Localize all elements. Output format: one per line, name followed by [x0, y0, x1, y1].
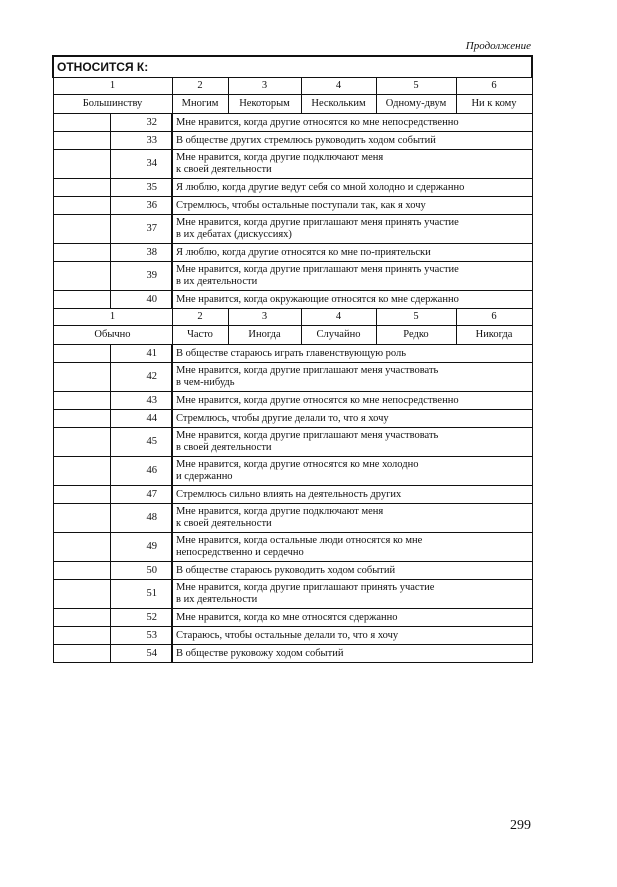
question-row — [53, 244, 532, 262]
question-text: Я люблю, когда другие ведут себя со мной холодно и сдержанно — [172, 179, 532, 197]
question-text: В обществе стараюсь руководить ходом событий — [172, 562, 532, 580]
question-text: В обществе стараюсь играть главенствующую роль — [172, 345, 532, 363]
scale-label: Нескольким — [301, 95, 376, 114]
question-number: 37 — [110, 215, 172, 244]
answer-cell[interactable] — [53, 114, 110, 132]
scale-label: Некоторым — [228, 95, 301, 114]
question-number: 49 — [110, 533, 172, 562]
scale-label: Ни к кому — [456, 95, 532, 114]
question-text: Мне нравится, когда другие относятся ко мне непосредственно — [172, 392, 532, 410]
answer-cell[interactable] — [53, 132, 110, 150]
question-number: 52 — [110, 609, 172, 627]
question-text: Стремлюсь, чтобы остальные поступали так, как я хочу — [172, 197, 532, 215]
answer-cell[interactable] — [53, 345, 110, 363]
question-row — [53, 410, 532, 428]
question-text: Я люблю, когда другие относятся ко мне по-приятельски — [172, 244, 532, 262]
scale-label: Обычно — [53, 326, 172, 345]
question-number: 46 — [110, 457, 172, 486]
question-text: Стараюсь, чтобы остальные делали то, что я хочу — [172, 627, 532, 645]
question-number: 44 — [110, 410, 172, 428]
answer-cell[interactable] — [53, 291, 110, 309]
question-row — [53, 504, 532, 533]
answer-cell[interactable] — [53, 504, 110, 533]
answer-cell[interactable] — [53, 428, 110, 457]
question-text: Мне нравится, когда другие относятся ко мне непосредственно — [172, 114, 532, 132]
answer-cell[interactable] — [53, 580, 110, 609]
page-number: 299 — [510, 818, 531, 833]
question-number: 50 — [110, 562, 172, 580]
question-row — [53, 179, 532, 197]
question-number: 48 — [110, 504, 172, 533]
answer-cell[interactable] — [53, 410, 110, 428]
question-number: 36 — [110, 197, 172, 215]
question-number: 38 — [110, 244, 172, 262]
question-number: 54 — [110, 645, 172, 663]
scale-number: 2 — [172, 309, 228, 326]
question-row — [53, 262, 532, 291]
scale-number: 1 — [53, 78, 172, 95]
scale-number: 6 — [456, 78, 532, 95]
question-row — [53, 486, 532, 504]
question-row — [53, 562, 532, 580]
question-row — [53, 197, 532, 215]
question-text: В обществе руковожу ходом событий — [172, 645, 532, 663]
question-number: 45 — [110, 428, 172, 457]
question-text: Мне нравится, когда окружающие относятся ко мне сдержанно — [172, 291, 532, 309]
question-number: 40 — [110, 291, 172, 309]
scale-label: Редко — [376, 326, 456, 345]
scale-label: Многим — [172, 95, 228, 114]
question-row — [53, 132, 532, 150]
scale-label: Никогда — [456, 326, 532, 345]
question-number: 33 — [110, 132, 172, 150]
question-text: Мне нравится, когда другие подключают меня к своей деятельности — [172, 504, 532, 533]
question-text: Мне нравится, когда остальные люди относятся ко мне непосредственно и сердечно — [172, 533, 532, 562]
answer-cell[interactable] — [53, 150, 110, 179]
scale-number: 1 — [53, 309, 172, 326]
answer-cell[interactable] — [53, 457, 110, 486]
table-title: ОТНОСИТСЯ К: — [53, 56, 532, 78]
answer-cell[interactable] — [53, 562, 110, 580]
scale-label: Одному-двум — [376, 95, 456, 114]
answer-cell[interactable] — [53, 197, 110, 215]
question-number: 32 — [110, 114, 172, 132]
scale-number: 5 — [376, 309, 456, 326]
question-text: Мне нравится, когда ко мне относятся сдержанно — [172, 609, 532, 627]
scale-label: Большинству — [53, 95, 172, 114]
scale-label: Случайно — [301, 326, 376, 345]
answer-cell[interactable] — [53, 262, 110, 291]
question-row — [53, 580, 532, 609]
question-row — [53, 627, 532, 645]
question-row — [53, 428, 532, 457]
question-row — [53, 609, 532, 627]
scale-number: 4 — [301, 78, 376, 95]
question-row — [53, 345, 532, 363]
scale-number: 5 — [376, 78, 456, 95]
question-row — [53, 363, 532, 392]
scale-label: Часто — [172, 326, 228, 345]
scale-number: 2 — [172, 78, 228, 95]
question-text: Мне нравится, когда другие относятся ко мне холодно и сдержанно — [172, 457, 532, 486]
question-row — [53, 215, 532, 244]
answer-cell[interactable] — [53, 486, 110, 504]
answer-cell[interactable] — [53, 627, 110, 645]
question-number: 34 — [110, 150, 172, 179]
question-number: 41 — [110, 345, 172, 363]
question-number: 42 — [110, 363, 172, 392]
question-number: 43 — [110, 392, 172, 410]
question-number: 35 — [110, 179, 172, 197]
question-text: Мне нравится, когда другие подключают меня к своей деятельности — [172, 150, 532, 179]
question-text: Мне нравится, когда другие приглашают принять участие в их деятельности — [172, 580, 532, 609]
answer-cell[interactable] — [53, 363, 110, 392]
answer-cell[interactable] — [53, 244, 110, 262]
question-row — [53, 533, 532, 562]
answer-cell[interactable] — [53, 645, 110, 663]
answer-cell[interactable] — [53, 609, 110, 627]
scale-number: 6 — [456, 309, 532, 326]
question-text: В обществе других стремлюсь руководить ходом событий — [172, 132, 532, 150]
question-text: Мне нравится, когда другие приглашают меня принять участие в их деятельности — [172, 262, 532, 291]
question-row — [53, 291, 532, 309]
question-row — [53, 392, 532, 410]
question-text: Стремлюсь сильно влиять на деятельность других — [172, 486, 532, 504]
scale-number: 3 — [228, 78, 301, 95]
question-text: Мне нравится, когда другие приглашают меня участвовать в своей деятельности — [172, 428, 532, 457]
question-text: Стремлюсь, чтобы другие делали то, что я хочу — [172, 410, 532, 428]
question-number: 53 — [110, 627, 172, 645]
scale-label: Иногда — [228, 326, 301, 345]
answer-cell[interactable] — [53, 215, 110, 244]
question-text: Мне нравится, когда другие приглашают меня участвовать в чем-нибудь — [172, 363, 532, 392]
question-number: 39 — [110, 262, 172, 291]
continuation-label: Продолжение — [465, 40, 531, 52]
answer-cell[interactable] — [53, 179, 110, 197]
scale-number: 4 — [301, 309, 376, 326]
questionnaire-table — [52, 55, 533, 663]
question-text: Мне нравится, когда другие приглашают меня принять участие в их дебатах (дискуссиях) — [172, 215, 532, 244]
question-row — [53, 457, 532, 486]
answer-cell[interactable] — [53, 392, 110, 410]
question-row — [53, 645, 532, 663]
answer-cell[interactable] — [53, 533, 110, 562]
scale-number: 3 — [228, 309, 301, 326]
question-row — [53, 150, 532, 179]
question-row — [53, 114, 532, 132]
question-number: 51 — [110, 580, 172, 609]
question-number: 47 — [110, 486, 172, 504]
